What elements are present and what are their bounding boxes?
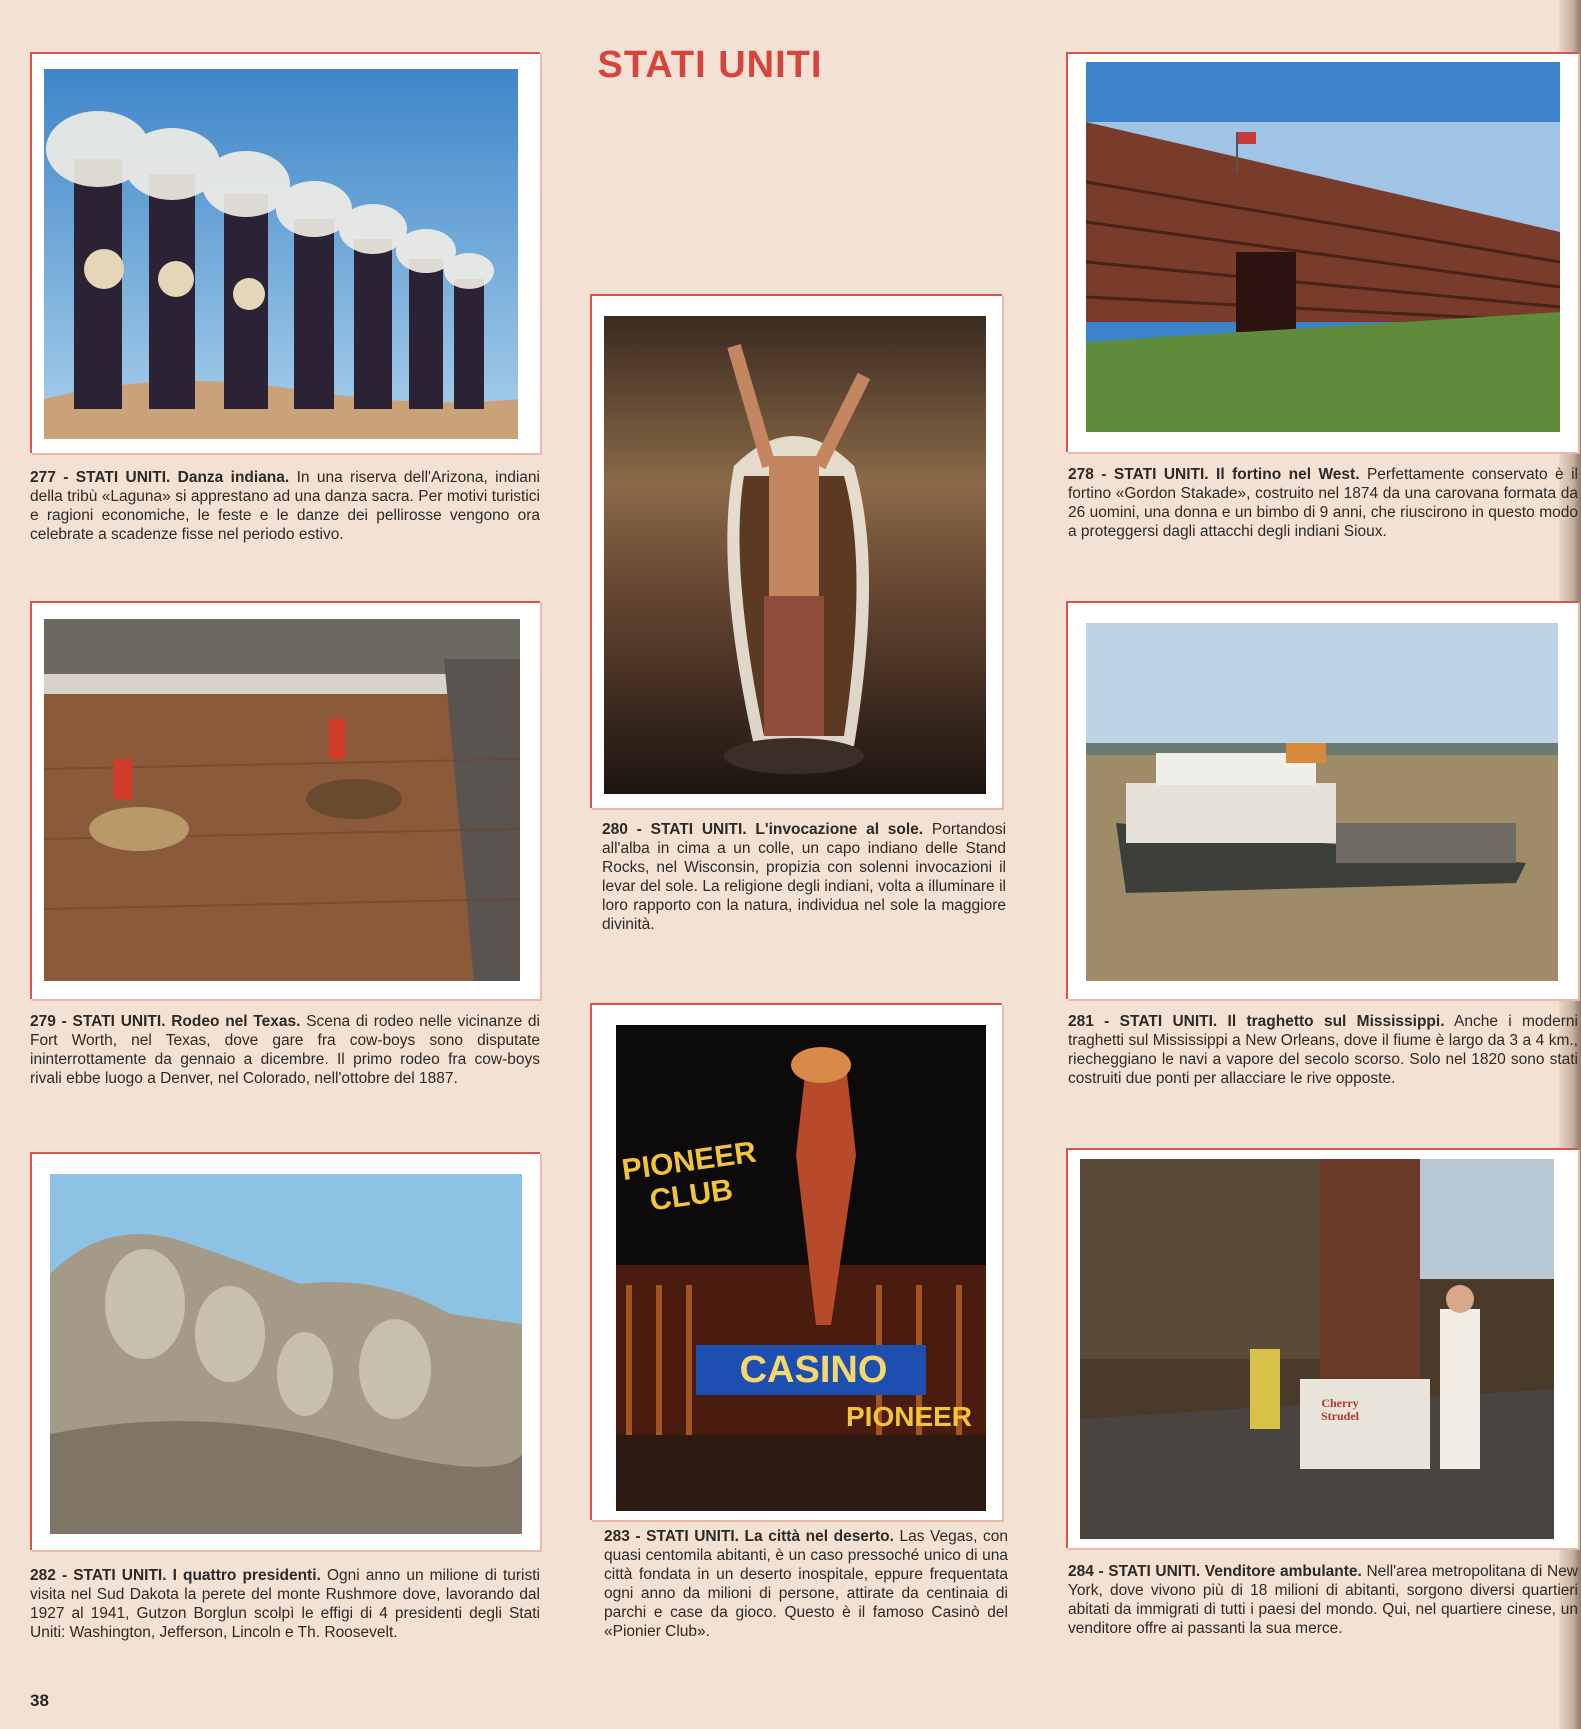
caption-text: Portandosi all'alba in cima a un colle, un capo indiano delle Stand Rocks, nel Wisconsin, propizia con solenni invocazioni il levar del sole. La religione degli indiani, volta a illuminare il loro rapporto con la natura, individua nel sole la maggiore divinità. (602, 821, 1007, 933)
caption-number: 284 - (1068, 1563, 1104, 1580)
photo-mount-rushmore (50, 1174, 522, 1534)
caption-text: Anche i moderni traghetti sul Mississippi a New Orleans, dove il fiume è largo da 3 a 4 km., riecheggiano le navi a vapore del secolo scorso. Solo nel 1820 sono stati costruiti due ponti per allacciare le rive opposte. (1068, 1013, 1579, 1087)
caption-number: 278 - (1068, 466, 1107, 483)
page-number: 38 (30, 1691, 49, 1710)
caption-281 (1068, 1012, 1578, 1088)
caption-number: 281 - (1068, 1013, 1110, 1030)
caption-number: 280 - (602, 821, 642, 838)
photo-las-vegas (616, 1025, 986, 1511)
sticker-card-280 (590, 294, 1002, 808)
photo-sun-invocation (604, 316, 986, 794)
caption-278 (1068, 465, 1578, 541)
caption-heading: STATI UNITI. Venditore ambulante. (1108, 1563, 1362, 1580)
caption-heading: STATI UNITI. L'invocazione al sole. (650, 821, 924, 838)
sticker-card-284 (1066, 1148, 1578, 1548)
caption-heading: STATI UNITI. I quattro presidenti. (73, 1567, 321, 1584)
photo-rodeo (44, 619, 520, 981)
caption-heading: STATI UNITI. Il fortino nel West. (1113, 466, 1360, 483)
caption-heading: STATI UNITI. Rodeo nel Texas. (72, 1013, 301, 1030)
sticker-card-279 (30, 601, 540, 999)
caption-text: Perfettamente conservato è il fortino «Gordon Stakade», costruito nel 1874 da una carovana formata da 26 uomini, una donna e un bimbo di 9 anni, che riuscirono in questo modo a proteggersi dagli attacchi degli indiani Sioux. (1068, 466, 1578, 540)
sign-cherry-strudel: Cherry Strudel (1320, 1396, 1359, 1423)
sign-pioneer: PIONEER (846, 1401, 973, 1432)
photo-fort-west (1086, 62, 1560, 432)
caption-heading: STATI UNITI. Danza indiana. (75, 469, 290, 486)
caption-text: In una riserva dell'Arizona, indiani della tribù «Laguna» si apprestano ad una danza sacra. Per motivi turistici e ragioni economiche, le feste e le danze dei pellirosse vengono ora celebrate a scadenze fisse nel periodo estivo. (30, 469, 540, 543)
caption-279 (30, 1012, 540, 1088)
caption-text: Las Vegas, con quasi centomila abitanti, è un caso pressoché unico di una città fondata in un deserto inospitale, eppure frequentata ogni anno da milioni di persone, attirate da centinaia di parchi e case da gioco. Questo è il famoso Casinò del «Pionier Club». (604, 1528, 1008, 1640)
caption-number: 283 - (604, 1528, 641, 1545)
sticker-card-277 (30, 52, 540, 453)
sign-pioneer-club: PIONEER CLUB (619, 1135, 759, 1218)
caption-text: Ogni anno un milione di turisti visita nel Sud Dakota la perete del monte Rushmore dove, lavorando dal 1927 al 1941, Gutzon Borglun scolpì le effigi di 4 presidenti degli Stati Uniti: Washington, Jefferson, Lincoln e Th. Roosevelt. (30, 1567, 540, 1641)
caption-277 (30, 468, 540, 544)
sign-casino: CASINO (739, 1349, 888, 1391)
caption-number: 277 - (30, 469, 69, 486)
caption-282 (30, 1566, 540, 1642)
sticker-card-278 (1066, 52, 1578, 452)
photo-mississippi-ferry (1086, 623, 1558, 981)
caption-284 (1068, 1562, 1578, 1638)
caption-text: Nell'area metropolitana di New York, dove vivono più di 18 milioni di abitanti, sorgono diversi quartieri abitati da immigrati di tutti i paesi del mondo. Qui, nel quartiere cinese, un venditore offre ai passanti la sua merce. (1068, 1563, 1578, 1637)
photo-indian-dance (44, 69, 518, 439)
sticker-card-283 (590, 1003, 1002, 1520)
sticker-card-282 (30, 1152, 540, 1550)
caption-heading: STATI UNITI. Il traghetto sul Mississippi. (1119, 1013, 1445, 1030)
caption-283 (604, 1527, 1008, 1641)
page-title: STATI UNITI (597, 44, 823, 86)
sticker-card-281 (1066, 601, 1578, 999)
caption-text: Scena di rodeo nelle vicinanze di Fort Worth, nel Texas, dove gare fra cow-boys sono disputate ininterrottamente da gennaio a dicembre. Il primo rodeo fra cow-boys rivali ebbe luogo a Denver, nel Colorado, nell'ottobre del 1887. (30, 1013, 540, 1087)
caption-280 (602, 820, 1006, 934)
caption-heading: STATI UNITI. La città nel deserto. (646, 1528, 894, 1545)
photo-street-vendor (1080, 1159, 1554, 1539)
caption-number: 282 - (30, 1567, 68, 1584)
caption-number: 279 - (30, 1013, 67, 1030)
